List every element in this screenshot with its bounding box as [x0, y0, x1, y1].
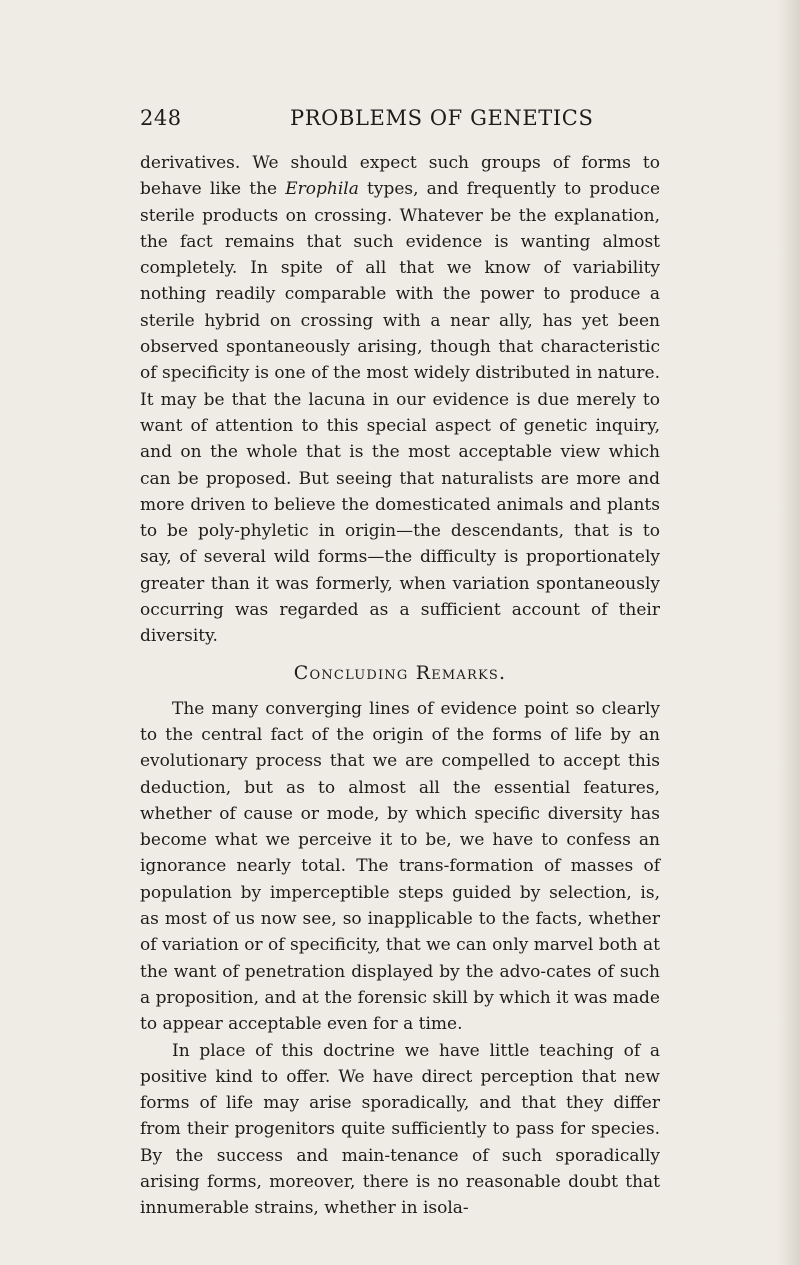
page-number: 248 — [140, 106, 182, 130]
paragraph-3: In place of this doctrine we have little teaching of a positive kind to offer. We have direct perception that new forms of life may arise sporadically, and that they differ from their progenitors quite sufficiently to pass for species. By the success and main-tenance of such sporadically arising forms, moreover, there is no reasonable doubt that innumerable strains, whether in isola- — [140, 1040, 660, 1219]
body-text — [140, 150, 660, 1222]
paragraph-1 — [140, 150, 660, 650]
page-header — [140, 106, 660, 136]
italic-species-name: Erophila — [285, 179, 359, 200]
paragraph-2: The many converging lines of evidence point so clearly to the central fact of the origin of the forms of life by an evolutionary process that we are compelled to accept this deduction, but as to almost all the essential features, whether of cause or mode, by which specific diversity has become what we perceive it to be, we have to confess an ignorance nearly total. The trans-formation of masses of population by imperceptible steps guided by selection, is, as most of us now see, so inapplicable to the facts, whether of variation or of specificity, that we can only marvel both at the want of penetration displayed by the advo-cates of such a proposition, and at the forensic skill by which it was made to appear acceptable even for a time. — [140, 698, 660, 1035]
section-heading: Concluding Remarks. — [293, 661, 507, 684]
paragraph-1-rest: types, and frequently to produce sterile products on crossing. Whatever be the explanation, the fact remains that such evidence is wanting almost completely. In spite of all that we know of variability nothing readily comparable with the power to produce a sterile hybrid on crossing with a near ally, has yet been observed spontaneously arising, though that characteristic of specificity is one of the most widely distributed in nature. It may be that the lacuna in our evidence is due merely to want of attention to this special aspect of genetic inquiry, and on the whole that is the most acceptable view which can be proposed. But seeing that naturalists are more and more driven to believe the domesticated animals and plants to be poly-phyletic in origin—the descendants, that is to say, of several wild forms—the difficulty is proportionately greater than it was formerly, when variation spontaneously occurring was regarded as a sufficient account of their diversity. — [140, 179, 661, 647]
running-title: PROBLEMS OF GENETICS — [290, 106, 594, 130]
paragraph-1-start: derivatives. We should expect such groups of forms to behave like the — [140, 153, 660, 200]
page-edge-shadow — [778, 0, 800, 1265]
